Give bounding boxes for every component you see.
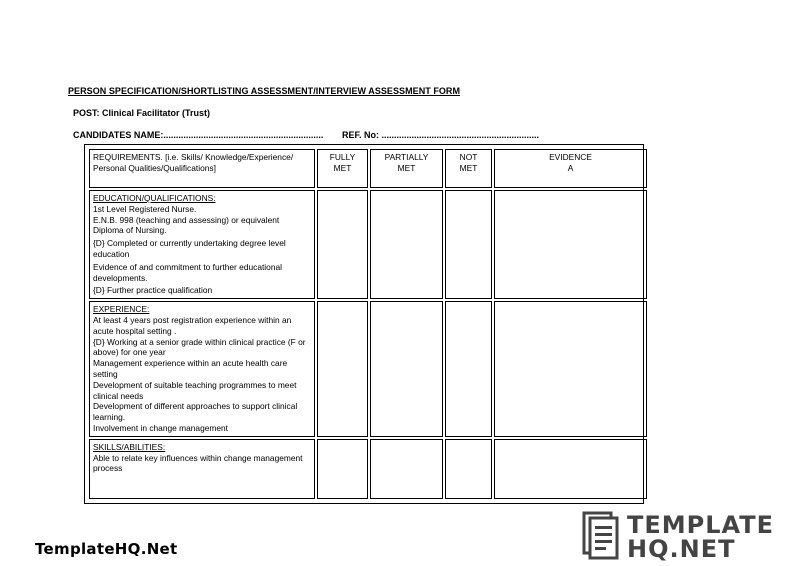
table-row [89, 439, 647, 499]
education-cell [89, 190, 315, 299]
list-item: {D} Further practice qualification [93, 285, 213, 296]
header-not-met: NOT MET [445, 149, 492, 188]
assessment-table-frame [84, 144, 644, 504]
list-item: Development of different approaches to support clinical learning. [93, 401, 298, 423]
experience-fully-met-cell[interactable] [317, 301, 368, 437]
list-item: Able to relate key influences within change management process [93, 452, 303, 474]
skills-fully-met-cell[interactable] [317, 439, 368, 499]
candidates-name-label: CANDIDATES NAME:................................................................ [73, 130, 324, 140]
table-row [89, 301, 647, 437]
candidates-line [73, 130, 540, 140]
list-item: Evidence of and commitment to further educational developments. [93, 261, 283, 283]
post-label: POST: Clinical Facilitator (Trust) [73, 108, 211, 118]
assessment-table [87, 147, 649, 501]
header-requirements: REQUIREMENTS. [i.e. Skills/ Knowledge/Experience/ Personal Qualities/Qualifications] [89, 149, 315, 188]
experience-cell [89, 301, 315, 437]
experience-partially-met-cell[interactable] [370, 301, 443, 437]
table-header-row [89, 149, 647, 188]
ref-number-label: REF. No: ............................................................... [342, 130, 540, 140]
skills-evidence-cell[interactable] [494, 439, 647, 499]
education-fully-met-cell[interactable] [317, 190, 368, 299]
skills-not-met-cell[interactable] [445, 439, 492, 499]
experience-heading: EXPERIENCE: [93, 304, 150, 315]
site-name-text: TemplateHQ.Net [35, 540, 178, 558]
experience-evidence-cell[interactable] [494, 301, 647, 437]
table-row [89, 190, 647, 299]
skills-partially-met-cell[interactable] [370, 439, 443, 499]
header-evidence: EVIDENCE A [494, 149, 647, 188]
skills-heading: SKILLS/ABILITIES: [93, 441, 166, 452]
form-title: PERSON SPECIFICATION/SHORTLISTING ASSESSMENT/INTERVIEW ASSESSMENT FORM [68, 86, 461, 96]
education-evidence-cell[interactable] [494, 190, 647, 299]
education-heading: EDUCATION/QUALIFICATIONS: [93, 193, 216, 203]
list-item: Management experience within an acute health care setting [93, 358, 288, 379]
header-fully-met: FULLY MET [317, 149, 368, 188]
list-item: {D} Completed or currently undertaking degree level education [93, 238, 286, 259]
list-item: 1st Level Registered Nurse. [93, 203, 197, 214]
list-item: Development of suitable teaching programmes to meet clinical needs [93, 379, 297, 401]
logo-line-template: TEMPLATE [627, 511, 775, 539]
templatehq-logo [582, 509, 775, 563]
logo-line-hqnet: HQ.NET [627, 535, 736, 563]
experience-not-met-cell[interactable] [445, 301, 492, 437]
education-not-met-cell[interactable] [445, 190, 492, 299]
list-item: E.N.B. 998 (teaching and assessing) or equivalent Diploma of Nursing. [93, 214, 280, 236]
header-partially-met: PARTIALLY MET [370, 149, 443, 188]
document-icon [582, 509, 620, 561]
list-item: {D} Working at a senior grade within clinical practice (F or above) for one year [93, 336, 306, 358]
list-item: Involvement in change management [93, 422, 229, 433]
education-partially-met-cell[interactable] [370, 190, 443, 299]
skills-cell [89, 439, 315, 499]
assessment-table-viewport [84, 144, 592, 477]
list-item: At least 4 years post registration experience within an acute hospital setting . [93, 314, 292, 336]
